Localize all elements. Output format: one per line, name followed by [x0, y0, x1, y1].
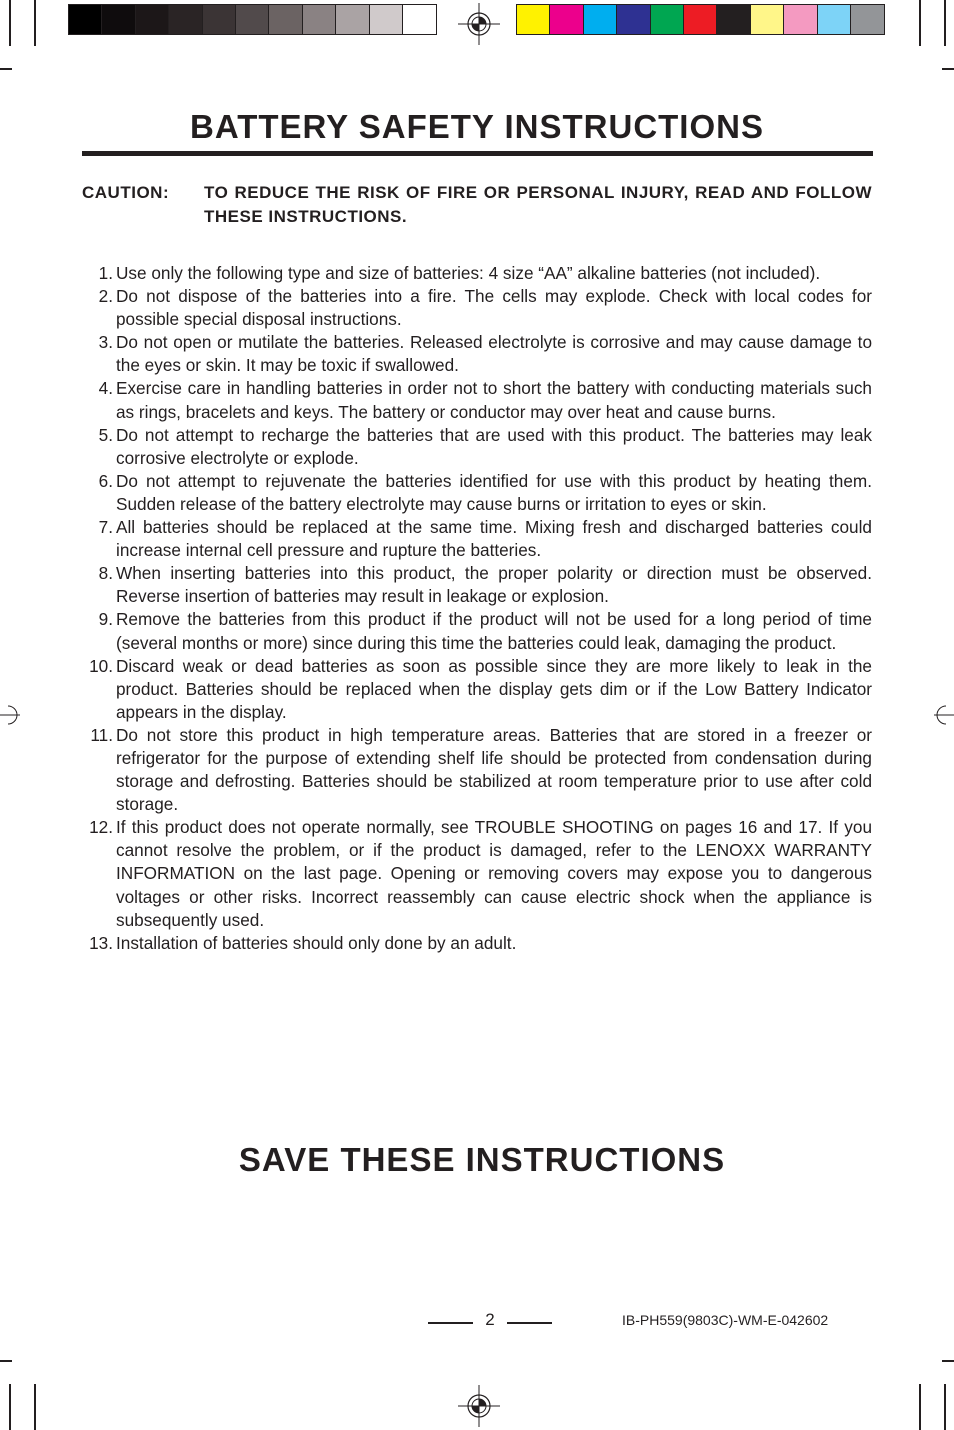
instruction-item — [82, 562, 872, 608]
instruction-text: Remove the batteries from this product if the product will not be used for a long period of time (several months or more) since during this time the batteries could leak, damaging the product. — [116, 609, 872, 653]
instruction-item — [82, 816, 872, 931]
color-swatch — [717, 5, 750, 34]
instruction-text: If this product does not operate normally, see TROUBLE SHOOTING on pages 16 and 17. If you cannot resolve the problem, or if the product is damaged, refer to the LENOXX WARRANTY INFORMATION on the last page. Opening or removing covers may expose you to dangerous voltages or other risks. Incorrect reassembly can cause electric shock when the appliance is subsequently used. — [116, 817, 872, 930]
instruction-number: 8. — [98, 563, 113, 584]
gray-swatch — [169, 5, 202, 34]
instruction-text: Do not dispose of the batteries into a fire. The cells may explode. Check with local codes for possible special disposal instructions. — [116, 286, 872, 330]
gray-swatch — [236, 5, 269, 34]
color-swatch — [517, 5, 550, 34]
instruction-text: Do not attempt to rejuvenate the batteries identified for use with this product by heating them. Sudden release of the battery electrolyte may cause burns or irritation to eyes or skin. — [116, 470, 872, 514]
registration-crosshair-icon — [458, 3, 500, 45]
instruction-item — [82, 516, 872, 562]
instruction-item — [82, 724, 872, 816]
instruction-number: 2. — [98, 286, 113, 307]
instruction-number: 9. — [98, 609, 113, 630]
color-swatch — [684, 5, 717, 34]
side-registration-mark-icon — [0, 700, 22, 730]
instruction-item — [82, 424, 872, 470]
instruction-number: 12. — [89, 817, 113, 838]
instruction-item — [82, 608, 872, 654]
instruction-number: 3. — [98, 332, 113, 353]
instruction-item — [82, 932, 872, 955]
instruction-number: 10. — [89, 655, 113, 676]
color-swatch — [818, 5, 851, 34]
color-swatch — [651, 5, 684, 34]
instruction-number: 4. — [98, 378, 113, 399]
gray-swatch — [69, 5, 102, 34]
save-instructions-heading: SAVE THESE INSTRUCTIONS — [238, 1141, 726, 1178]
instruction-number: 1. — [98, 263, 113, 283]
document-code: IB-PH559(9803C)-WM-E-042602 — [622, 1312, 829, 1328]
instruction-number: 13. — [89, 932, 113, 953]
instruction-number: 11. — [90, 724, 113, 745]
instruction-text: When inserting batteries into this product, the proper polarity or direction must be observed. Reverse insertion of batteries may result in leakage or explosion. — [116, 563, 872, 607]
page-number: 2 — [485, 1310, 495, 1329]
instruction-item — [82, 377, 872, 423]
color-swatch — [617, 5, 650, 34]
gray-swatch — [403, 5, 436, 34]
color-swatch — [851, 5, 884, 34]
title-underline — [82, 151, 873, 156]
instruction-item — [82, 285, 872, 331]
instruction-text: Discard weak or dead batteries as soon as possible since they are more likely to leak in the product. Batteries should be replaced when the display gets dim or if the Low Battery Indicator appears in the display. — [116, 655, 872, 722]
grayscale-color-bar — [68, 4, 437, 35]
side-registration-mark-icon — [932, 700, 954, 730]
instruction-text: Do not open or mutilate the batteries. Released electrolyte is corrosive and may cause damage to the eyes or skin. It may be toxic if swallowed. — [116, 332, 872, 376]
gray-swatch — [102, 5, 135, 34]
gray-swatch — [136, 5, 169, 34]
registration-crosshair-icon — [458, 1385, 500, 1427]
instruction-text: Do not attempt to recharge the batteries that are used with this product. The batteries may leak corrosive electrolyte or explode. — [116, 424, 872, 468]
gray-swatch — [203, 5, 236, 34]
gray-swatch — [370, 5, 403, 34]
footer-line-right — [507, 1322, 552, 1324]
footer-line-left — [428, 1322, 473, 1324]
instruction-list — [82, 262, 872, 955]
caution-text: TO REDUCE THE RISK OF FIRE OR PERSONAL INJURY, READ AND FOLLOW THESE INSTRUCTIONS. — [204, 183, 872, 226]
instruction-item — [82, 331, 872, 377]
caution-label: CAUTION: — [82, 183, 170, 202]
gray-swatch — [303, 5, 336, 34]
color-swatch — [550, 5, 583, 34]
instruction-number: 5. — [98, 424, 113, 445]
gray-swatch — [336, 5, 369, 34]
instruction-number: 7. — [98, 517, 113, 538]
instruction-item — [82, 655, 872, 724]
instruction-number: 6. — [98, 470, 113, 491]
gray-swatch — [269, 5, 302, 34]
instruction-text: Use only the following type and size of batteries: 4 size “AA” alkaline batteries (not included). — [116, 263, 821, 283]
color-swatch — [751, 5, 784, 34]
instruction-item — [82, 470, 872, 516]
color-swatch — [784, 5, 817, 34]
instruction-item — [82, 262, 872, 285]
instruction-text: Exercise care in handling batteries in order not to short the battery with conducting materials such as rings, bracelets and keys. The battery or conductor may over heat and cause burns. — [116, 378, 872, 422]
process-color-bar — [516, 4, 885, 35]
page-title: BATTERY SAFETY INSTRUCTIONS — [190, 108, 764, 145]
instruction-text: Installation of batteries should only done by an adult. — [116, 932, 517, 953]
instruction-text: Do not store this product in high temperature areas. Batteries that are stored in a freezer or refrigerator for the purpose of extending shelf life should be protected from condensation during storage and defrosting. Batteries should be stabilized at room temperature prior to use after cold storage. — [116, 724, 872, 815]
instruction-text: All batteries should be replaced at the same time. Mixing fresh and discharged batteries could increase internal cell pressure and rupture the batteries. — [116, 517, 872, 561]
color-swatch — [584, 5, 617, 34]
